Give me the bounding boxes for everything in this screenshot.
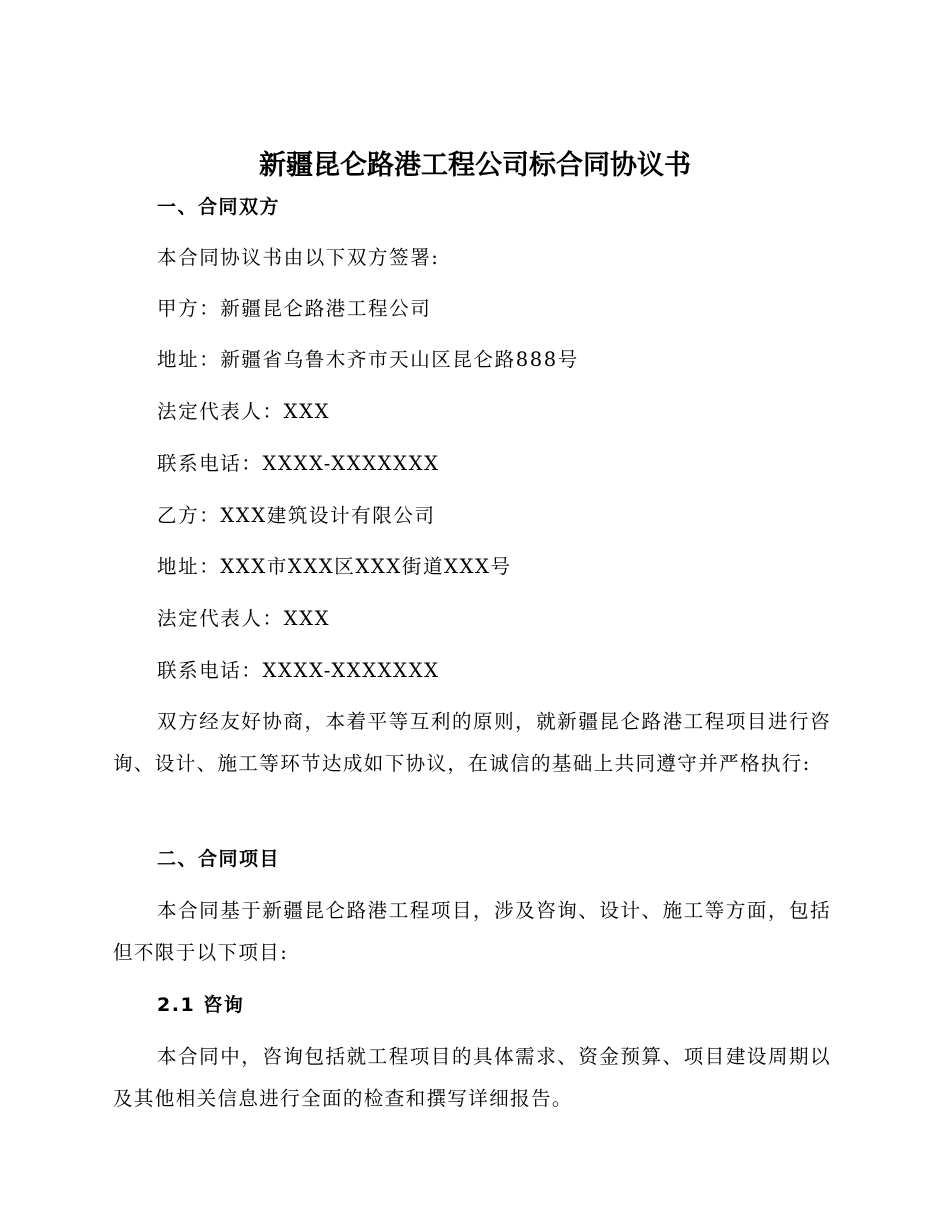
parties-intro: 本合同协议书由以下双方签署: (157, 246, 440, 269)
project-intro-paragraph: 本合同基于新疆昆仑路港工程项目，涉及咨询、设计、施工等方面，包括但不限于以下项目: (113, 899, 831, 964)
consulting-paragraph: 本合同中，咨询包括就工程项目的具体需求、资金预算、项目建设周期以及其他相关信息进行全面的检查和撰写详细报告。 (113, 1045, 831, 1110)
document-title: 新疆昆仑路港工程公司标合同协议书 (259, 150, 691, 181)
party-a-name: 甲方：新疆昆仑路港工程公司 (157, 297, 432, 320)
party-b-address: 地址：XXX市XXX区XXX街道XXX号 (157, 555, 512, 578)
party-b-representative: 法定代表人：XXX (157, 607, 331, 630)
section-heading-project: 二、合同项目 (157, 848, 281, 870)
section-heading-parties: 一、合同双方 (157, 196, 281, 218)
party-a-representative: 法定代表人：XXX (157, 400, 331, 423)
agreement-paragraph: 双方经友好协商，本着平等互利的原则，就新疆昆仑路港工程项目进行咨询、设计、施工等环节达成如下协议，在诚信的基础上共同遵守并严格执行: (113, 710, 831, 775)
party-a-phone: 联系电话：XXXX-XXXXXXX (157, 452, 440, 475)
party-b-phone: 联系电话：XXXX-XXXXXXX (157, 659, 440, 682)
subsection-heading-consulting: 2.1 咨询 (157, 994, 245, 1016)
party-a-address: 地址：新疆省乌鲁木齐市天山区昆仑路888号 (157, 348, 579, 371)
party-b-name: 乙方：XXX建筑设计有限公司 (157, 504, 436, 527)
